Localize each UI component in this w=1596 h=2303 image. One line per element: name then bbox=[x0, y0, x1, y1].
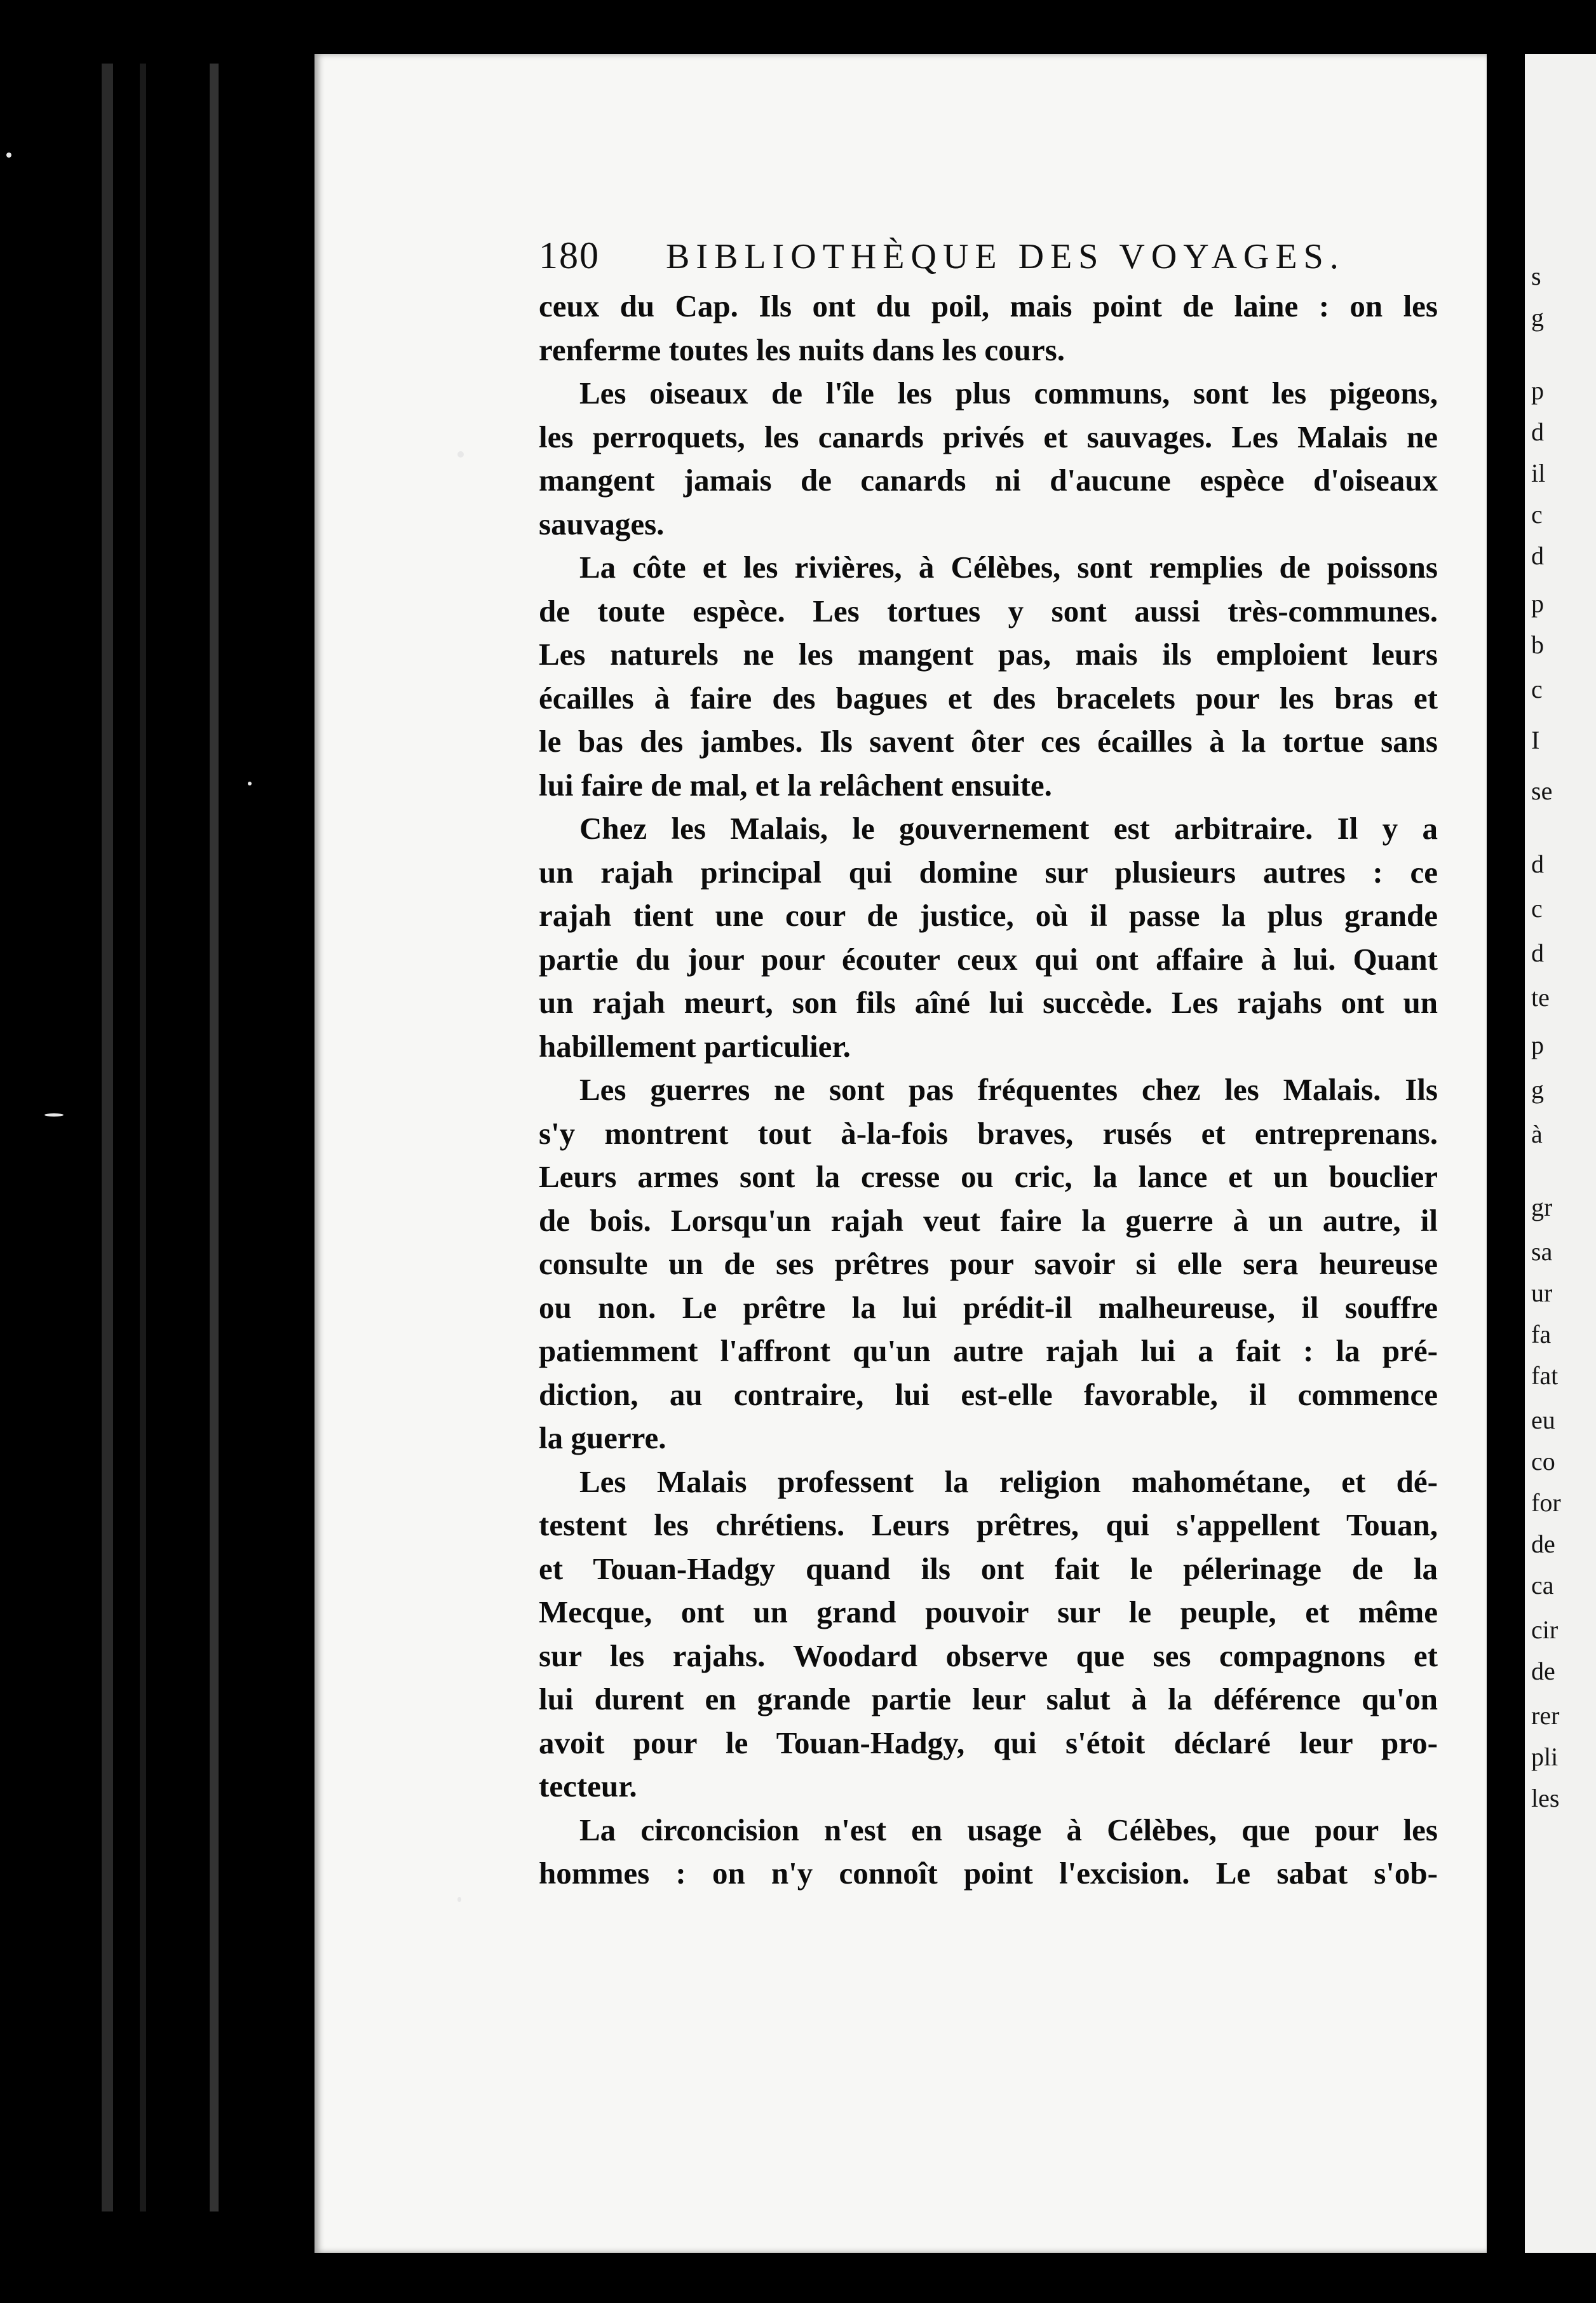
text-line: testent les chrétiens. Leurs prêtres, qui s'appellent Touan, bbox=[539, 1507, 1438, 1542]
text-line: ceux du Cap. Ils ont du poil, mais point de laine : on les bbox=[539, 289, 1438, 323]
text-line: un rajah principal qui domine sur plusieurs autres : ce bbox=[539, 854, 1438, 890]
text-line: tecteur. bbox=[539, 1769, 637, 1804]
text-line: sauvages. bbox=[539, 506, 665, 541]
text-line: ou non. Le prêtre la lui prédit-il malheureuse, il souffre bbox=[539, 1289, 1438, 1325]
text-line: partie du jour pour écouter ceux qui ont affaire à lui. Quant bbox=[539, 941, 1438, 977]
body-text bbox=[539, 285, 1438, 1896]
facing-page-fragment: ca bbox=[1531, 1571, 1554, 1600]
text-line: Les guerres ne sont pas fréquentes chez les Malais. Ils bbox=[579, 1072, 1438, 1107]
facing-page-fragment: for bbox=[1531, 1488, 1561, 1517]
text-line: renferme toutes les nuits dans les cours. bbox=[539, 332, 1065, 367]
text-line: La circoncision n'est en usage à Célèbes, que pour les bbox=[579, 1812, 1438, 1847]
text-line: rajah tient une cour de justice, où il passe la plus grande bbox=[539, 898, 1438, 933]
facing-page-fragment: il bbox=[1531, 459, 1546, 487]
facing-page-fragment: d bbox=[1531, 418, 1544, 446]
facing-page-fragment: à bbox=[1531, 1120, 1543, 1148]
facing-page-fragment: I bbox=[1531, 726, 1540, 754]
facing-page-fragment: sa bbox=[1531, 1237, 1553, 1266]
text-line: Leurs armes sont la cresse ou cric, la lance et un bouclier bbox=[539, 1159, 1438, 1194]
facing-page-fragment: te bbox=[1531, 983, 1550, 1012]
text-line: les perroquets, les canards privés et sauvages. Les Malais ne bbox=[539, 419, 1438, 454]
facing-page-fragment: p bbox=[1531, 589, 1544, 618]
facing-page-fragment: d bbox=[1531, 850, 1544, 878]
facing-page-fragment: se bbox=[1531, 777, 1553, 805]
facing-page-fragment: fat bbox=[1531, 1361, 1559, 1390]
facing-page-fragment: b bbox=[1531, 630, 1544, 659]
facing-page-fragment: ur bbox=[1531, 1279, 1553, 1307]
text-line: diction, au contraire, lui est-elle favorable, il commence bbox=[539, 1376, 1438, 1412]
text-line: hommes : on n'y connoît point l'excision. Le sabat s'ob- bbox=[539, 1856, 1438, 1891]
facing-page-fragment: c bbox=[1531, 894, 1543, 923]
page-edge-stripe bbox=[210, 64, 219, 2211]
text-line: la guerre. bbox=[539, 1420, 666, 1455]
text-line: un rajah meurt, son fils aîné lui succède. Les rajahs ont un bbox=[539, 985, 1438, 1020]
facing-page-fragment: rer bbox=[1531, 1701, 1560, 1730]
text-line: Chez les Malais, le gouvernement est arbitraire. Il y a bbox=[579, 811, 1438, 846]
facing-page-fragment: gr bbox=[1531, 1193, 1553, 1221]
text-line: Mecque, ont un grand pouvoir sur le peuple, et même bbox=[539, 1594, 1438, 1629]
text-line: consulte un de ses prêtres pour savoir si elle sera heureuse bbox=[539, 1246, 1438, 1281]
page-edge-stripe bbox=[140, 64, 146, 2211]
text-line: La côte et les rivières, à Célèbes, sont remplies de poissons bbox=[579, 550, 1438, 585]
page-number: 180 bbox=[539, 234, 600, 276]
facing-page-fragment: s bbox=[1531, 262, 1541, 290]
text-line: s'y montrent tout à-la-fois braves, rusés et entreprenans. bbox=[539, 1115, 1438, 1151]
facing-page-fragment: les bbox=[1531, 1784, 1560, 1812]
text-line: et Touan-Hadgy quand ils ont fait le pélerinage de la bbox=[539, 1551, 1438, 1586]
text-line: sur les rajahs. Woodard observe que ses compagnons et bbox=[539, 1638, 1438, 1673]
page-edge-stripe bbox=[102, 64, 113, 2211]
text-line: patiemment l'affront qu'un autre rajah lui a fait : la pré- bbox=[539, 1333, 1438, 1368]
facing-page-fragment: eu bbox=[1531, 1406, 1555, 1434]
scan-left-margin bbox=[0, 0, 314, 2303]
text-line: mangent jamais de canards ni d'aucune espèce d'oiseaux bbox=[539, 463, 1438, 498]
text-line: le bas des jambes. Ils savent ôter ces écailles à la tortue sans bbox=[539, 724, 1438, 759]
scan-gutter bbox=[1487, 0, 1525, 2303]
text-line: de bois. Lorsqu'un rajah veut faire la guerre à un autre, il bbox=[539, 1202, 1438, 1238]
text-line: lui durent en grande partie leur salut à la déférence qu'on bbox=[539, 1681, 1438, 1716]
text-line: écailles à faire des bagues et des bracelets pour les bras et bbox=[539, 680, 1438, 716]
text-line: avoit pour le Touan-Hadgy, qui s'étoit déclaré leur pro- bbox=[539, 1725, 1438, 1760]
facing-page-fragment: c bbox=[1531, 500, 1543, 529]
facing-page-fragment: fa bbox=[1531, 1320, 1552, 1349]
facing-page-fragment: d bbox=[1531, 939, 1544, 967]
facing-page-fragment: de bbox=[1531, 1657, 1555, 1685]
text-line: de toute espèce. Les tortues y sont aussi très-communes. bbox=[539, 593, 1438, 628]
text-line: Les Malais professent la religion mahométane, et dé- bbox=[579, 1464, 1438, 1499]
running-title: BIBLIOTHÈQUE DES VOYAGES. bbox=[666, 237, 1345, 276]
facing-page-fragment: pli bbox=[1531, 1743, 1559, 1771]
facing-page-fragment: c bbox=[1531, 675, 1543, 703]
facing-page-fragment: p bbox=[1531, 1031, 1544, 1059]
facing-page-fragment: d bbox=[1531, 541, 1544, 570]
text-line: habillement particulier. bbox=[539, 1028, 851, 1064]
facing-page-fragment: g bbox=[1531, 1075, 1544, 1104]
running-head bbox=[539, 234, 1345, 285]
text-line: lui faire de mal, et la relâchent ensuite. bbox=[539, 767, 1052, 803]
facing-page-fragment: cir bbox=[1531, 1615, 1559, 1644]
text-line: Les naturels ne les mangent pas, mais ils emploient leurs bbox=[539, 637, 1438, 672]
facing-page-fragment: p bbox=[1531, 376, 1544, 405]
facing-page-fragment: de bbox=[1531, 1530, 1555, 1558]
text-line: Les oiseaux de l'île les plus communs, sont les pigeons, bbox=[579, 376, 1438, 411]
facing-page-edge bbox=[1525, 54, 1596, 2253]
facing-page-fragment: co bbox=[1531, 1447, 1555, 1476]
facing-page-fragment: g bbox=[1531, 303, 1544, 332]
